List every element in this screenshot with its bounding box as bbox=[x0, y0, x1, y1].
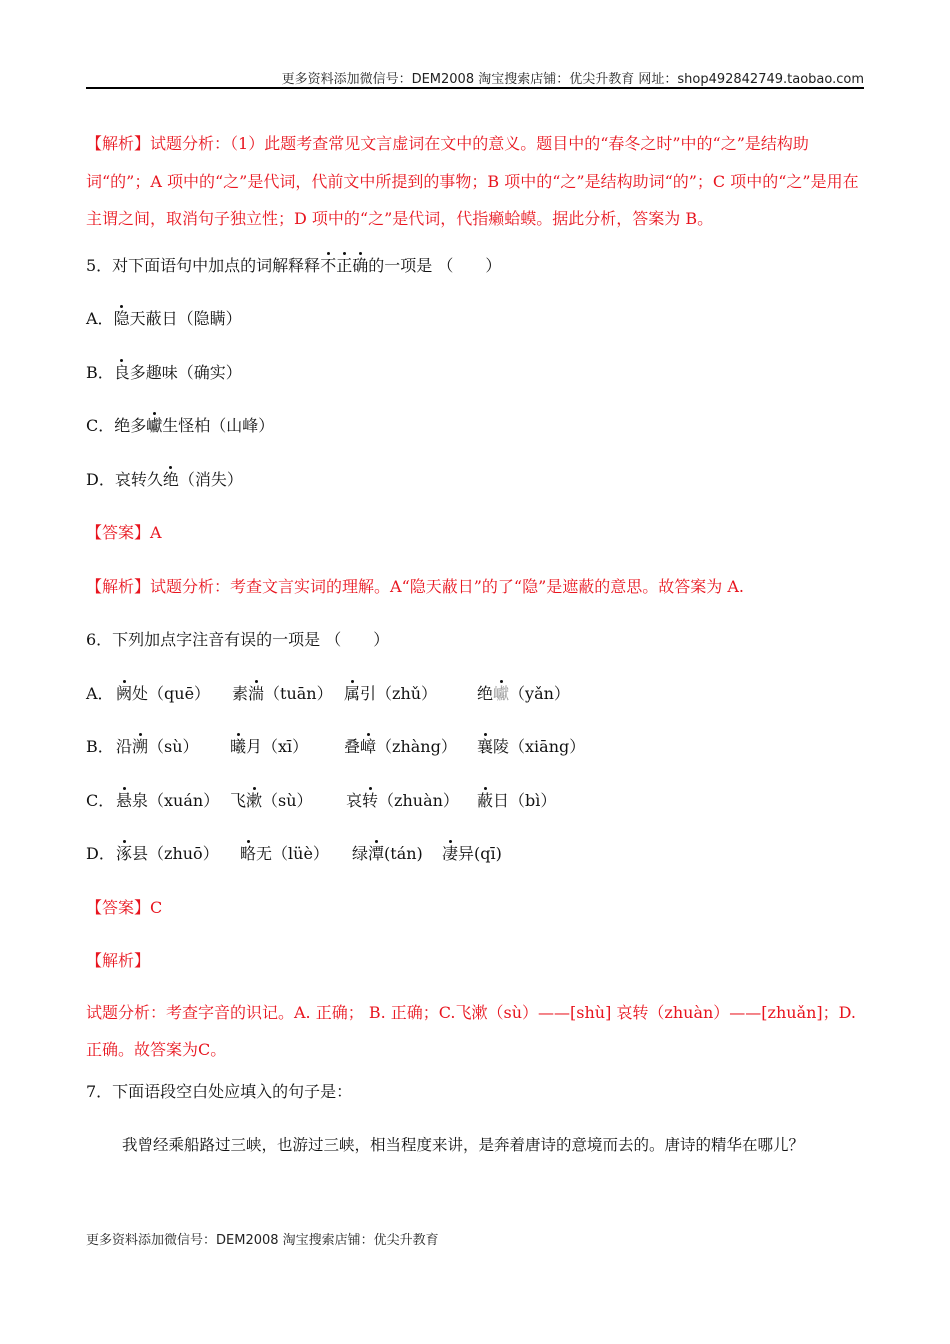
header-rule bbox=[86, 87, 864, 89]
q5-option-a bbox=[86, 306, 864, 360]
analysis-tag: 【解析】 bbox=[86, 576, 151, 596]
q6-analysis: 试题分析：考查字音的识记。A. 正确； B. 正确；C.飞漱（sù）——[shù] 哀转（zhuàn）——[zhuǎn]；D. 正确。故答案为C。 bbox=[86, 1002, 857, 1059]
q6-option-b bbox=[86, 734, 864, 788]
option-item: 绿潭(tán) bbox=[352, 844, 423, 863]
q6-option-a bbox=[86, 681, 864, 735]
q5-prefix: 5．对下面语句中加点的词解释释 bbox=[86, 255, 321, 275]
analysis-text: 试题分析：考查文言实词的理解。A“隐天蔽日”的了“隐”是遮蔽的意思。故答案为 A. bbox=[150, 576, 745, 596]
option-item: 属引（zhǔ） bbox=[344, 683, 438, 703]
option-text: 生怪柏（山峰） bbox=[162, 416, 275, 435]
option-item: 素湍（tuān） bbox=[232, 683, 333, 703]
q5-analysis bbox=[86, 574, 864, 628]
q5-option-c bbox=[86, 413, 864, 467]
option-text: 绝多 bbox=[114, 416, 147, 435]
q6-option-d bbox=[86, 841, 864, 895]
page-header: 更多资料添加微信号：DEM2008 淘宝搜索店铺：优尖升教育 网址：shop492842749.taobao.com bbox=[281, 72, 864, 87]
answer-tag: 【答案】 bbox=[86, 523, 151, 542]
prev-analysis bbox=[86, 125, 864, 238]
option-letter: A． bbox=[86, 683, 114, 703]
q7-stem: 7．下面语段空白处应填入的句子是： bbox=[86, 1081, 353, 1101]
option-item: 曦月（xī） bbox=[230, 737, 309, 756]
q6-stem: 6．下列加点字注音有误的一项是 （ ） bbox=[86, 630, 390, 649]
option-text: 天蔽日（隐瞒） bbox=[129, 309, 242, 328]
option-item: 飞漱（sù） bbox=[230, 790, 313, 810]
option-letter: C． bbox=[86, 790, 115, 810]
option-item: 蔽日（bì） bbox=[477, 790, 557, 810]
q5-suffix: 的一项是 （ ） bbox=[368, 255, 502, 275]
dotted-char: 巘 bbox=[146, 416, 163, 435]
option-letter: B． bbox=[86, 362, 114, 382]
prev-analysis-tag: 【解析】 bbox=[86, 134, 151, 153]
answer-tag: 【答案】 bbox=[86, 897, 151, 917]
option-item: 凄异(qī) bbox=[442, 844, 502, 863]
option-letter: D． bbox=[86, 844, 115, 863]
q5-stem bbox=[86, 253, 864, 307]
q5-dotted-char: 正 bbox=[336, 255, 353, 275]
dotted-char: 绝 bbox=[162, 469, 179, 489]
q6-option-c bbox=[86, 788, 864, 842]
option-item: 略无（lüè） bbox=[240, 844, 329, 863]
q6-answer bbox=[86, 895, 864, 949]
answer-value: C bbox=[150, 897, 163, 917]
option-item: 阙处（quē） bbox=[116, 683, 211, 703]
prev-analysis-text: 试题分析：（1）此题考查常见文言虚词在文中的意义。题目中的“春冬之时”中的“之”是结构助词“的”；A 项中的“之”是代词，代前文中所提到的事物；B 项中的“之”是结构助词“的”；C 项中的“之”是用在主谓之间，取消句子独立性；D 项中的“之”是代词，代指癞蛤蟆。据此分析，答案为 B。 bbox=[86, 134, 859, 228]
q6-analysis-tag: 【解析】 bbox=[86, 951, 151, 970]
option-letter: A． bbox=[86, 309, 114, 328]
option-item: 绝巘（yǎn） bbox=[477, 683, 570, 703]
q7-passage: 我曾经乘船路过三峡，也游过三峡，相当程度来讲，是奔着唐诗的意境而去的。唐诗的精华在哪儿？ bbox=[122, 1136, 805, 1154]
dotted-char: 良 bbox=[113, 362, 130, 382]
option-letter: B． bbox=[86, 737, 114, 756]
option-item: 涿县（zhuō） bbox=[116, 844, 219, 863]
page-content bbox=[86, 125, 864, 1186]
q5-option-b bbox=[86, 360, 864, 414]
option-item: 哀转（zhuàn） bbox=[346, 790, 459, 810]
q5-answer bbox=[86, 520, 864, 574]
option-letter: C． bbox=[86, 416, 115, 435]
page-footer: 更多资料添加微信号：DEM2008 淘宝搜索店铺：优尖升教育 bbox=[86, 1233, 439, 1248]
q5-dotted-char: 确 bbox=[352, 255, 369, 275]
option-item: 叠嶂（zhàng） bbox=[344, 737, 457, 756]
option-item: 沿溯（sù） bbox=[116, 737, 199, 756]
option-item: 襄陵（xiāng） bbox=[477, 737, 586, 756]
option-text: 多趣味（确实） bbox=[129, 362, 242, 382]
option-text: 哀转久 bbox=[114, 469, 163, 489]
option-letter: D． bbox=[86, 469, 115, 489]
option-item: 悬泉（xuán） bbox=[116, 790, 220, 810]
option-text: （消失） bbox=[178, 469, 243, 489]
dotted-char: 隐 bbox=[113, 309, 130, 328]
q5-option-d bbox=[86, 467, 864, 521]
q5-dotted-char: 不 bbox=[320, 255, 337, 275]
answer-value: A bbox=[150, 523, 162, 542]
